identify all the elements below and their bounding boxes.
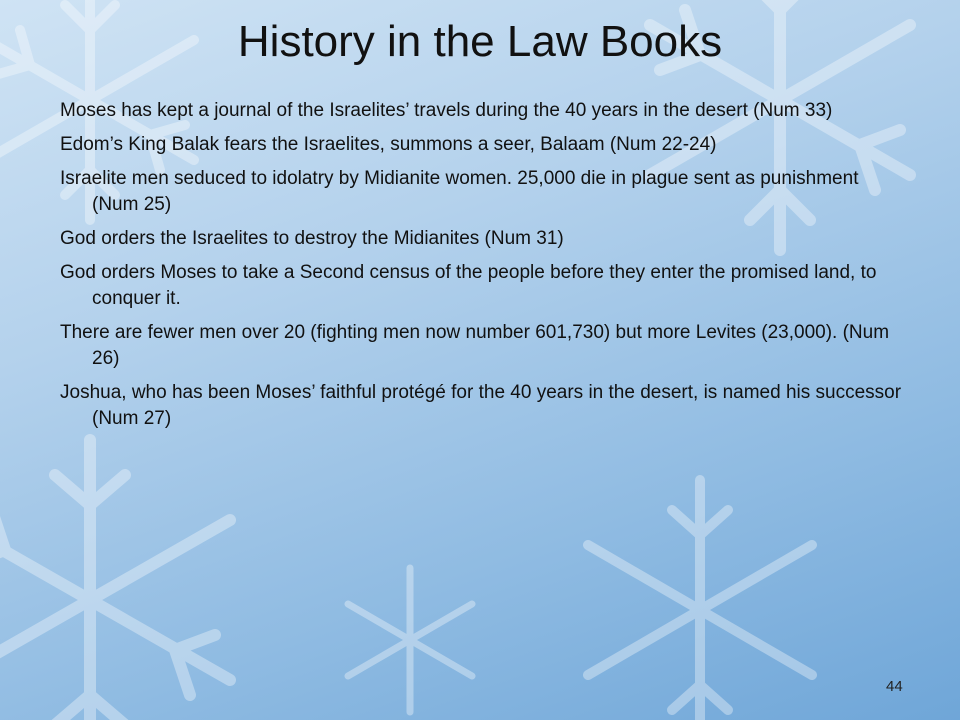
slide-title: History in the Law Books: [237, 17, 723, 66]
bullet-item: Joshua, who has been Moses’ faithful protégé for the 40 years in the desert, is named his successor (Num 27): [60, 382, 902, 429]
bullet-item: God orders the Israelites to destroy the Midianites (Num 31): [60, 228, 564, 249]
snowflake-icon: [330, 560, 490, 720]
bullet-item: Edom’s King Balak fears the Israelites, summons a seer, Balaam (Num 22-24): [60, 134, 717, 155]
bullet-item: Israelite men seduced to idolatry by Midianite women. 25,000 die in plague sent as punishment (Num 25): [60, 168, 859, 215]
bullet-item: There are fewer men over 20 (fighting men now number 601,730) but more Levites (23,000). (Num 26): [60, 322, 890, 369]
snowflake-icon: [0, 430, 260, 720]
snowflake-icon: [560, 470, 840, 720]
bullet-item: Moses has kept a journal of the Israelites’ travels during the 40 years in the desert (Num 33): [60, 100, 833, 121]
slide-number: 44: [886, 678, 903, 695]
bullet-item: God orders Moses to take a Second census of the people before they enter the promised land, to conquer it.: [60, 262, 877, 309]
bullet-list: [60, 98, 910, 440]
